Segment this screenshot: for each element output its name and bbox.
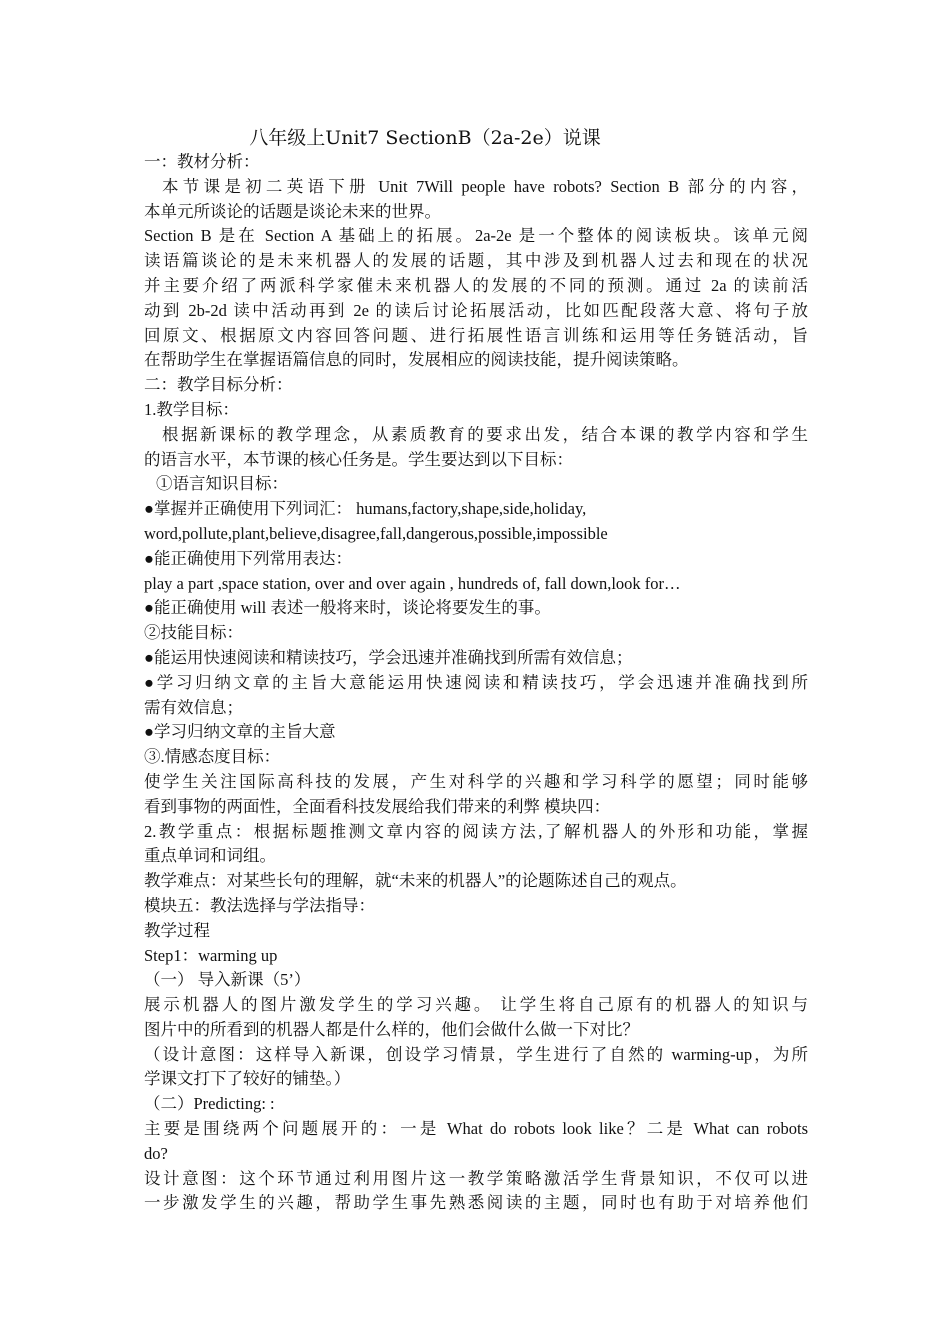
text-line: （设计意图：这样导入新课，创设学习情景，学生进行了自然的 warming-up，为所	[144, 1044, 808, 1064]
text-line: 的语言水平，本节课的核心任务是。学生要达到以下目标：	[144, 449, 573, 469]
text-line: 使学生关注国际高科技的发展，产生对科学的兴趣和学习科学的愿望；同时能够	[144, 771, 808, 791]
text-line: 模块五：教法选择与学法指导：	[144, 895, 375, 915]
text-line: Step1：warming up	[144, 945, 278, 965]
text-line: ●能正确使用下列常用表达：	[144, 548, 352, 568]
text-line: 展示机器人的图片激发学生的学习兴趣。 让学生将自己原有的机器人的知识与	[144, 995, 808, 1015]
text-line: ●能正确使用 will 表述一般将来时，谈论将要发生的事。	[144, 598, 551, 618]
text-line: ①语言知识目标：	[156, 474, 288, 494]
text-line: 设计意图：这个环节通过利用图片这一教学策略激活学生背景知识，不仅可以进	[144, 1168, 808, 1188]
text-line: 在帮助学生在掌握语篇信息的同时，发展相应的阅读技能，提升阅读策略。	[144, 350, 689, 370]
text-line: 教学难点：对某些长句的理解，就“未来的机器人”的论题陈述自己的观点。	[144, 871, 687, 891]
text-line: 看到事物的两面性，全面看科技发展给我们带来的利弊 模块四：	[144, 796, 611, 816]
text-line: play a part ,space station, over and over again , hundreds of, fall down,look for…	[144, 573, 681, 593]
document-body	[144, 150, 808, 1216]
text-line: 重点单词和词组。	[144, 846, 276, 866]
text-line: 本单元所谈论的话题是谈论未来的世界。	[144, 201, 441, 221]
text-line: 2.教学重点：根据标题推测文章内容的阅读方法,了解机器人的外形和功能，掌握	[144, 821, 808, 841]
text-line: 动到 2b-2d 读中活动再到 2e 的读后讨论拓展活动，比如匹配段落大意、将句子放	[144, 300, 808, 320]
text-line: 二：教学目标分析：	[144, 375, 293, 395]
text-line: 并主要介绍了两派科学家催未来机器人的发展的不同的预测。通过 2a 的读前活	[144, 275, 808, 295]
text-line: 根据新课标的教学理念，从素质教育的要求出发，结合本课的教学内容和学生	[162, 424, 808, 444]
text-line: （一） 导入新课（5’）	[144, 970, 311, 990]
text-line: 一：教材分析：	[144, 152, 260, 171]
text-line: 图片中的所看到的机器人都是什么样的，他们会做什么做一下对比？	[144, 1019, 639, 1039]
text-line: 需有效信息；	[144, 697, 243, 717]
text-line: ●学习归纳文章的主旨大意能运用快速阅读和精读技巧，学会迅速并准确找到所	[144, 672, 808, 692]
text-line: ③.情感态度目标：	[144, 747, 281, 767]
text-line: ②技能目标：	[144, 623, 243, 643]
text-line: 教学过程	[144, 920, 210, 940]
text-line: 读语篇谈论的是未来机器人的发展的话题，其中涉及到机器人过去和现在的状况	[144, 251, 808, 271]
text-line: 一步激发学生的兴趣，帮助学生事先熟悉阅读的主题，同时也有助于对培养他们	[144, 1193, 808, 1213]
text-line: Section B 是在 Section A 基础上的拓展。2a-2e 是一个整体的阅读板块。该单元阅	[144, 226, 808, 246]
text-line: 主要是围绕两个问题展开的：一是 What do robots look like？二是 What can robots	[144, 1119, 808, 1139]
document-title: 八年级上Unit7 SectionB（2a-2e）说课	[249, 127, 601, 149]
text-line: 回原文、根据原文内容回答问题、进行拓展性语言训练和运用等任务链活动，旨	[144, 325, 808, 345]
text-line: ●能运用快速阅读和精读技巧，学会迅速并准确找到所需有效信息；	[144, 647, 633, 667]
text-line: （二）Predicting: :	[144, 1094, 275, 1114]
text-line: 本节课是初二英语下册 Unit 7Will people have robots? Section B 部分的内容，	[162, 176, 808, 196]
text-line: ●学习归纳文章的主旨大意	[144, 722, 336, 742]
text-line: 1.教学目标：	[144, 399, 239, 419]
text-line: word,pollute,plant,believe,disagree,fall,dangerous,possible,impossible	[144, 523, 608, 543]
text-line: 学课文打下了较好的铺垫。）	[144, 1069, 351, 1089]
text-line: do?	[144, 1143, 168, 1163]
text-line: ●掌握并正确使用下列词汇： humans,factory,shape,side,holiday,	[144, 499, 587, 519]
